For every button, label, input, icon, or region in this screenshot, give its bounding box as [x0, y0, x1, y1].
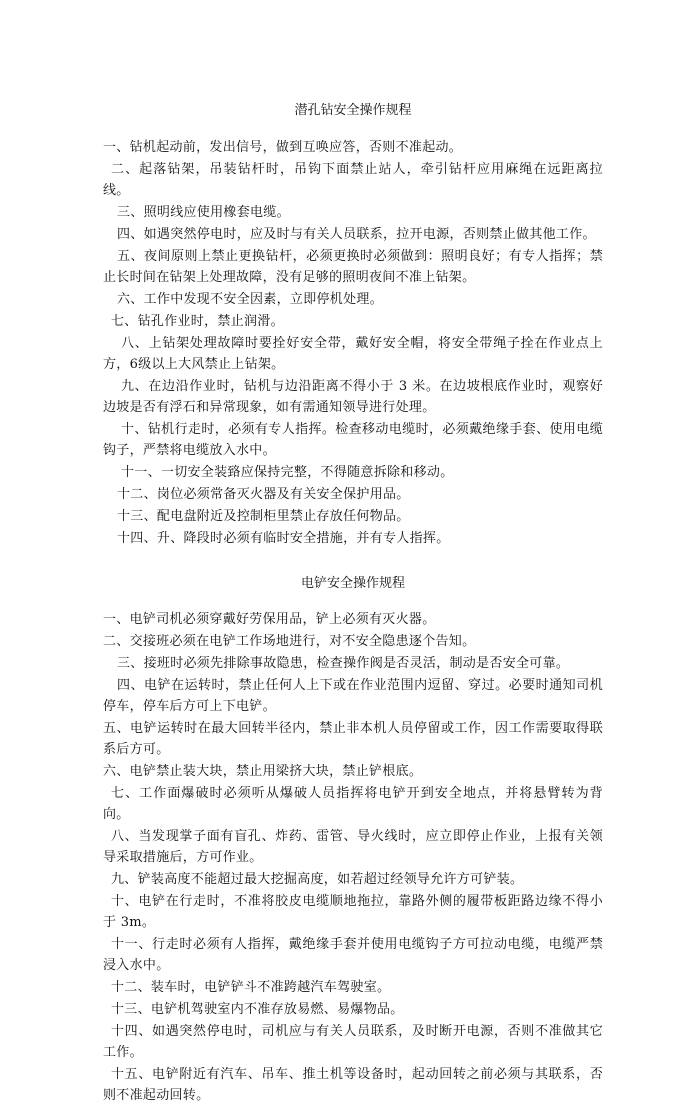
drill-rule-14: 十四、升、降段时必须有临时安全措施，并有专人指挥。	[117, 531, 450, 546]
shovel-rule-7: 七、工作面爆破时必须听从爆破人员指挥将电铲开到安全地点，并将悬臂转为背向。	[103, 786, 603, 822]
drill-rule-9: 九、在边沿作业时，钻机与边沿距离不得小于 3 米。在边坡根底作业时，观察好边坡是否有浮石和异常现象，如有需通知领导进行处理。	[103, 379, 603, 415]
shovel-rule-6: 六、电铲禁止装大块，禁止用梁挤大块，禁止铲根底。	[103, 764, 423, 779]
drill-rule-3: 三、照明线应使用橡套电缆。	[117, 205, 290, 220]
drill-safety-title: 潜孔钻安全操作规程	[294, 103, 412, 118]
drill-rule-4: 四、如遇突然停电时，应及时与有关人员联系，拉开电源，否则禁止做其他工作。	[117, 227, 596, 242]
drill-rule-2: 二、起落钻架，吊装钻杆时，吊钩下面禁止站人，牵引钻杆应用麻绳在远距离拉线。	[103, 162, 603, 198]
drill-rule-8: 八、上钻架处理故障时要拴好安全带，戴好安全帽，将安全带绳子拴在作业点上方，6级以上大风禁止上钻架。	[103, 336, 603, 372]
drill-rule-11: 十一、一切安全装臵应保持完整，不得随意拆除和移动。	[121, 465, 454, 480]
drill-rule-12: 十二、岗位必须常备灭火器及有关安全保护用品。	[117, 487, 410, 502]
drill-safety-section	[103, 100, 603, 549]
shovel-rule-3: 三、接班时必须先排除事故隐患，检查操作阀是否灵活，制动是否安全可靠。	[117, 656, 570, 671]
shovel-rule-9: 九、铲装高度不能超过最大挖掘高度，如若超过经领导允许方可铲装。	[111, 872, 524, 887]
shovel-rule-1: 一、电铲司机必须穿戴好劳保用品，铲上必须有灭火器。	[103, 612, 436, 627]
shovel-rule-12: 十二、装车时，电铲铲斗不准跨越汽车驾驶室。	[111, 980, 391, 995]
shovel-rule-2: 二、交接班必须在电铲工作场地进行，对不安全隐患逐个告知。	[103, 634, 476, 649]
shovel-rule-13: 十三、电铲机驾驶室内不准存放易燃、易爆物品。	[111, 1002, 404, 1017]
document-page	[103, 100, 603, 1107]
drill-rule-10: 十、钻机行走时，必须有专人指挥。检查移动电缆时，必须戴绝缘手套、使用电缆钩子，严禁将电缆放入水中。	[103, 422, 603, 458]
drill-rule-5: 五、夜间原则上禁止更换钻杆，必须更换时必须做到：照明良好；有专人指挥；禁止长时间在钻架上处理故障，没有足够的照明夜间不准上钻架。	[103, 249, 603, 285]
drill-rule-6: 六、工作中发现不安全因素，立即停机处理。	[117, 292, 384, 307]
shovel-rule-4: 四、电铲在运转时，禁止任何人上下或在作业范围内逗留、穿过。必要时通知司机停车，停车后方可上下电铲。	[103, 678, 603, 714]
shovel-rule-14: 十四、如遇突然停电时，司机应与有关人员联系，及时断开电源，否则不准做其它工作。	[103, 1024, 603, 1060]
shovel-rule-5: 五、电铲运转时在最大回转半径内，禁止非本机人员停留或工作，因工作需要取得联系后方可。	[103, 721, 603, 757]
shovel-rule-15: 十五、电铲附近有汽车、吊车、推土机等设备时，起动回转之前必须与其联系，否则不准起动回转。	[103, 1067, 603, 1103]
shovel-rule-10: 十、电铲在行走时，不准将胶皮电缆顺地拖拉，靠路外侧的履带板距路边缘不得小于 3m。	[103, 894, 603, 930]
drill-rule-13: 十三、配电盘附近及控制柜里禁止存放任何物品。	[117, 509, 410, 524]
shovel-safety-section	[103, 573, 603, 1106]
shovel-rule-8: 八、当发现掌子面有盲孔、炸药、雷管、导火线时，应立即停止作业，上报有关领导采取措施后，方可作业。	[103, 829, 603, 865]
shovel-safety-title: 电铲安全操作规程	[300, 576, 405, 591]
drill-rule-7: 七、钻孔作业时，禁止润滑。	[111, 314, 284, 329]
shovel-rule-11: 十一、行走时必须有人指挥，戴绝缘手套并使用电缆钩子方可拉动电缆，电缆严禁浸入水中。	[103, 937, 603, 973]
drill-rule-1: 一、钻机起动前，发出信号，做到互唤应答，否则不准起动。	[103, 140, 463, 155]
